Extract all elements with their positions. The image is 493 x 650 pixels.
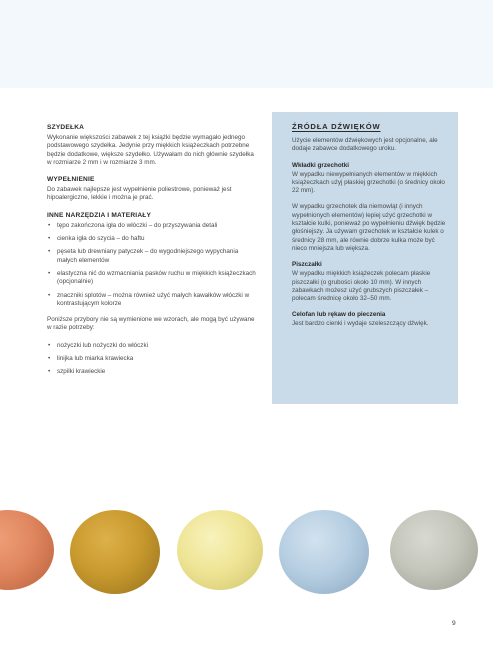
list-item: • nożyczki lub nożyczki do włóczki (47, 342, 257, 350)
left-column (47, 124, 257, 385)
optional-tools-list (47, 342, 257, 377)
list-item: • tępo zakończona igła do włóczki – do przyszywania detali (47, 222, 257, 230)
box-intro: Użycie elementów dźwiękowych jest opcjonalne, ale dodaje zabawce dodatkowego uroku. (292, 137, 438, 153)
top-background-band (0, 0, 493, 88)
cellophane-text: Jest bardzo cienki i wydaje szeleszczący dźwięk. (292, 320, 429, 328)
yarn-ball-mustard-image (70, 510, 160, 594)
yarn-ball-light-blue-image (279, 510, 369, 594)
rattle-text-1: W wypadku niewypełnianych elementów w miękkich książeczkach użyj płaskiej grzechotki (o średnicy około 22 mm). (292, 170, 445, 195)
list-item: • szpilki krawieckie (47, 368, 257, 376)
section-title-hooks: SZYDEŁKA (47, 124, 85, 131)
rattle-text-2: W wypadku grzechotek dla niemowląt (i innych wypełnionych elementów) lepiej użyć grzechotki w kształcie kulki, ponieważ po wypełnieniu dźwięk będzie głośniejszy. Ja używam grzechotek w kształcie kulek o średnicy 28 mm, ale równie dobrze kulka może być nieco mniejsza lub większa. (292, 203, 446, 252)
squeakers-text: W wypadku miękkich książeczek polecam płaskie piszczałki (o grubości około 10 mm). W innych zabawkach możesz użyć grubszych piszczałek – polecam średnicę około 32–50 mm. (292, 270, 431, 303)
yarn-ball-pale-yellow-image (177, 510, 263, 590)
section-title-stuffing: WYPEŁNIENIE (47, 176, 95, 184)
yarn-ball-grey-beige-image (390, 510, 478, 590)
list-item: • linijka lub miarka krawiecka (47, 355, 257, 363)
section-title-other-tools: INNE NARZĘDZIA I MATERIAŁY (47, 211, 152, 219)
section-body-stuffing: Do zabawek najlepsze jest wypełnienie poliestrowe, ponieważ jest hipoalergiczne, lekkie i można je prać. (47, 186, 232, 202)
subheading-rattle-inserts: Wkładki grzechotki (292, 161, 350, 169)
list-item: • cienka igła do szycia – do haftu (47, 235, 257, 243)
list-item: • pęseta lub drewniany patyczek – do wygodniejszego wypychania małych elementów (47, 248, 257, 265)
page-number: 9 (452, 620, 456, 627)
list-item: • znaczniki splotów – można również użyć małych kawałków włóczki w kontrastującym kolorze (47, 292, 257, 309)
list-item: • elastyczna nić do wzmacniania pasków ruchu w miękkich książeczkach (opcjonalnie) (47, 270, 257, 287)
yarn-ball-orange-image (0, 510, 54, 590)
tools-list (47, 222, 257, 308)
subheading-cellophane: Celofan lub rękaw do pieczenia (292, 311, 386, 319)
optional-tools-intro: Poniższe przybory nie są wymienione we wzorach, ale mogą być używane w razie potrzeby: (47, 316, 255, 332)
section-body-hooks: Wykonanie większości zabawek z tej książki będzie wymagało jednego podstawowego szydełka. Jedynie przy miękkich książeczkach potrzebne będzie dodatkowe, większe szydełko. Używałam do nich głównie szydełka w rozmiarze 2 mm i w rozmiarze 3 mm. (47, 134, 254, 166)
subheading-squeakers: Piszczałki (292, 261, 322, 269)
sound-sources-box (272, 112, 458, 404)
box-title: ŹRÓDŁA DŹWIĘKÓW (292, 122, 381, 131)
